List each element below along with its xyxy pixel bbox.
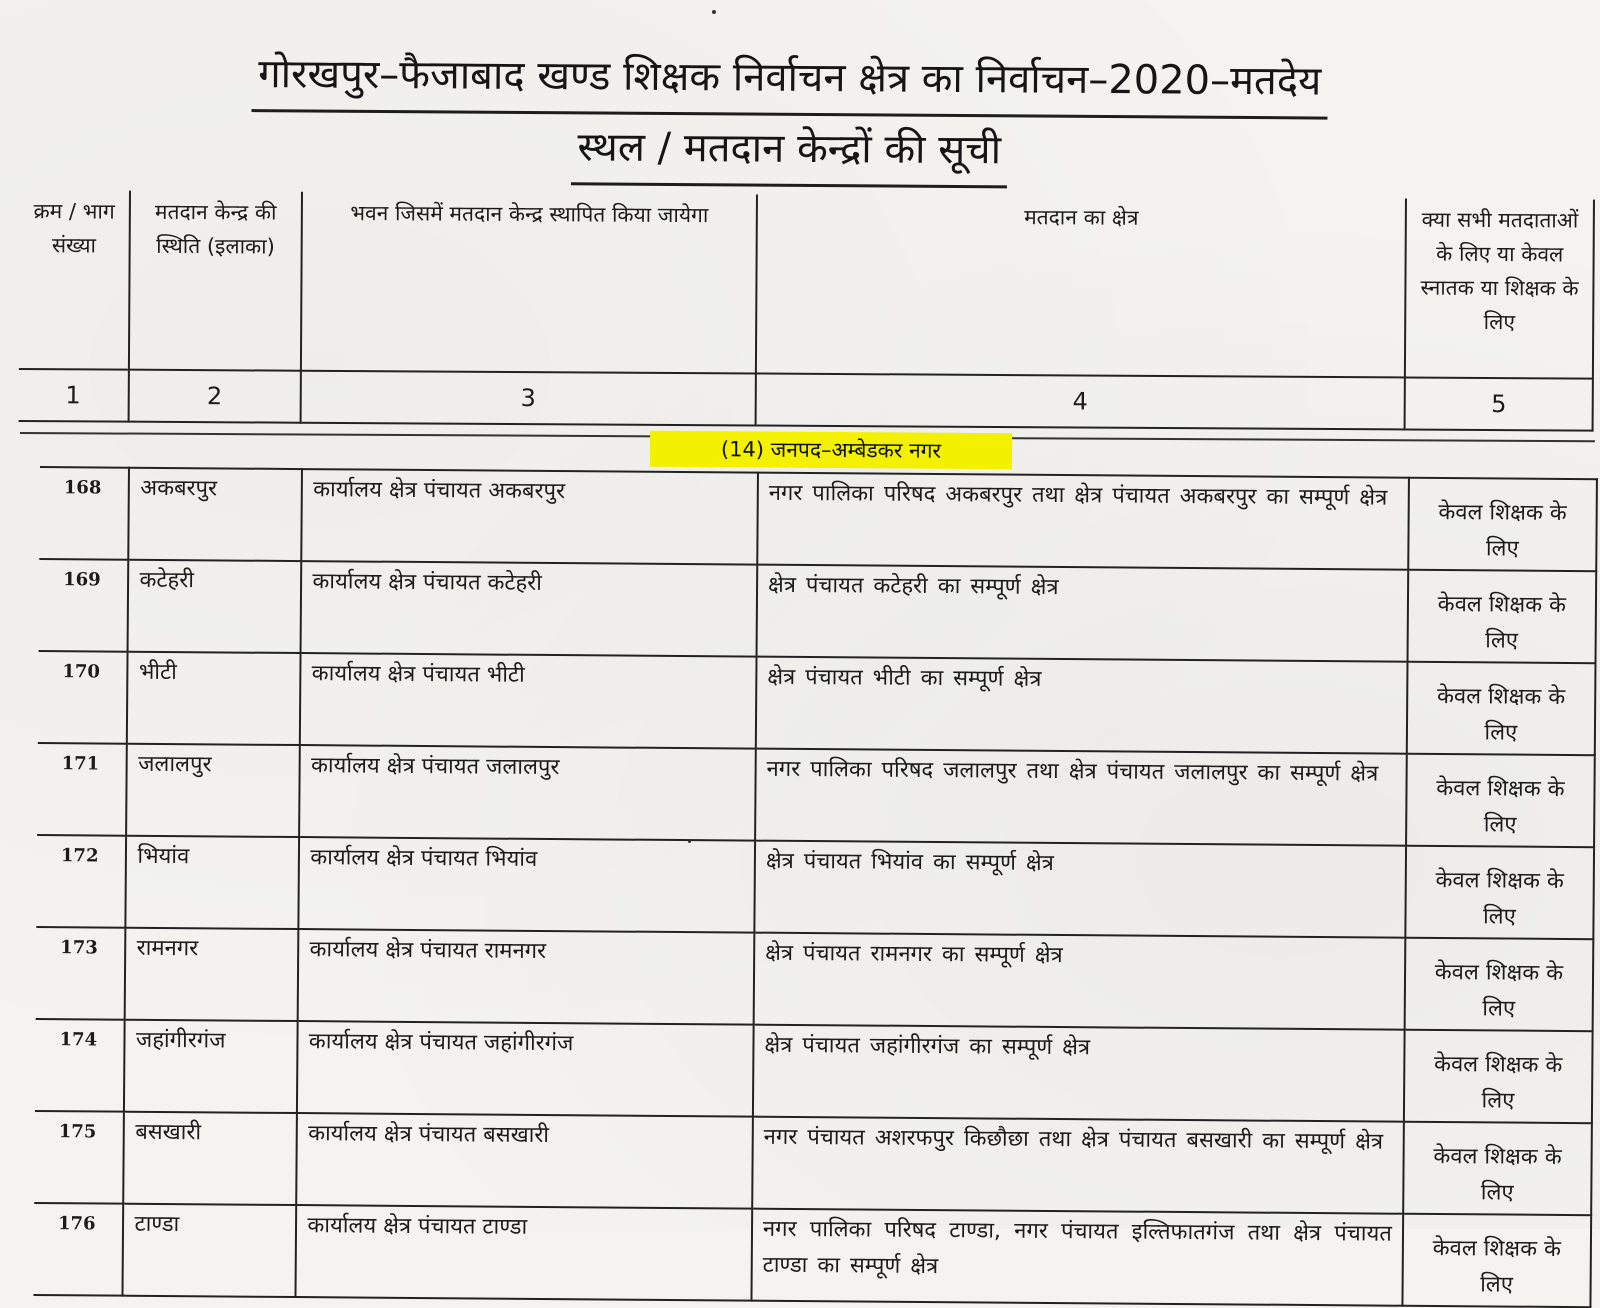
column-number: 2 — [128, 370, 301, 423]
table-row — [36, 835, 1594, 939]
table-row — [39, 559, 1597, 663]
polling-station-table — [33, 466, 1597, 1308]
voter-type-cell: केवल शिक्षक के लिए — [1404, 938, 1593, 1031]
voter-type-cell: केवल शिक्षक के लिए — [1406, 754, 1595, 847]
header-location: मतदान केन्द्र की स्थिति (इलाका) — [128, 191, 302, 371]
voter-type-cell: केवल शिक्षक के लिए — [1407, 662, 1596, 755]
serial-number-cell: 173 — [36, 927, 126, 1020]
title-line-2: स्थल / मतदान केन्द्रों की सूची — [571, 114, 1007, 188]
location-cell: अकबरपुर — [129, 468, 303, 561]
area-cell: नगर पंचायत अशरफपुर किछौछा तथा क्षेत्र पंचायत बसखारी का सम्पूर्ण क्षेत्र — [752, 1117, 1404, 1214]
voter-type-cell: केवल शिक्षक के लिए — [1407, 570, 1596, 663]
location-cell: कटेहरी — [128, 560, 302, 653]
voter-type-cell: केवल शिक्षक के लिए — [1404, 1030, 1593, 1123]
table-row — [39, 467, 1597, 571]
header-serial: क्रम / भाग संख्या — [19, 190, 130, 370]
table-row — [34, 1111, 1592, 1215]
location-cell: बसखारी — [124, 1112, 298, 1205]
serial-number-cell: 168 — [39, 467, 129, 560]
location-cell: भियांव — [126, 836, 300, 929]
area-cell: क्षेत्र पंचायत भीटी का सम्पूर्ण क्षेत्र — [756, 657, 1408, 754]
district-heading — [650, 431, 1012, 470]
table-row — [33, 1203, 1591, 1307]
area-cell: क्षेत्र पंचायत जहांगीरगंज का सम्पूर्ण क्षेत्र — [753, 1025, 1405, 1122]
area-cell: क्षेत्र पंचायत कटेहरी का सम्पूर्ण क्षेत्र — [756, 565, 1408, 662]
voter-type-cell: केवल शिक्षक के लिए — [1408, 478, 1597, 571]
serial-number-cell: 170 — [38, 651, 128, 744]
location-cell: रामनगर — [125, 928, 299, 1021]
building-cell: कार्यालय क्षेत्र पंचायत जलालपुर — [299, 745, 755, 841]
location-cell: जहांगीरगंज — [124, 1020, 298, 1113]
building-cell: कार्यालय क्षेत्र पंचायत भीटी — [300, 653, 756, 749]
building-cell: कार्यालय क्षेत्र पंचायत बसखारी — [297, 1113, 753, 1209]
voter-type-cell: केवल शिक्षक के लिए — [1402, 1214, 1591, 1307]
table-row — [35, 1019, 1593, 1123]
scan-speck — [712, 10, 716, 14]
area-cell: नगर पालिका परिषद अकबरपुर तथा क्षेत्र पंचायत अकबरपुर का सम्पूर्ण क्षेत्र — [757, 473, 1409, 570]
column-number-row — [19, 369, 1593, 431]
building-cell: कार्यालय क्षेत्र पंचायत टाण्डा — [296, 1205, 752, 1301]
serial-number-cell: 169 — [39, 559, 129, 652]
building-cell: कार्यालय क्षेत्र पंचायत कटेहरी — [301, 561, 757, 657]
column-number: 4 — [755, 373, 1405, 429]
column-number: 1 — [19, 369, 129, 422]
document-title — [99, 40, 1480, 192]
voter-type-cell: केवल शिक्षक के लिए — [1403, 1122, 1592, 1215]
table-row — [38, 651, 1596, 755]
building-cell: कार्यालय क्षेत्र पंचायत रामनगर — [298, 929, 754, 1025]
location-cell: जलालपुर — [127, 744, 301, 837]
location-cell: भीटी — [127, 652, 301, 745]
table-row — [36, 927, 1594, 1031]
serial-number-cell: 174 — [35, 1019, 125, 1112]
header-voter-type: क्या सभी मतदाताओं के लिए या केवल स्नातक या शिक्षक के लिए — [1405, 198, 1594, 378]
district-heading-text: (14) जनपद–अम्बेडकर नगर — [720, 437, 942, 463]
area-cell: क्षेत्र पंचायत रामनगर का सम्पूर्ण क्षेत्र — [754, 933, 1406, 1030]
serial-number-cell: 171 — [37, 743, 127, 836]
table-header — [19, 190, 1595, 432]
header-row — [19, 190, 1594, 379]
area-cell: क्षेत्र पंचायत भियांव का सम्पूर्ण क्षेत्र — [754, 841, 1406, 938]
area-cell: नगर पालिका परिषद जलालपुर तथा क्षेत्र पंचायत जलालपुर का सम्पूर्ण क्षेत्र — [755, 749, 1407, 846]
serial-number-cell: 176 — [33, 1203, 123, 1296]
header-building: भवन जिसमें मतदान केन्द्र स्थापित किया जायेगा — [301, 192, 757, 374]
location-cell: टाण्डा — [123, 1204, 297, 1297]
building-cell: कार्यालय क्षेत्र पंचायत अकबरपुर — [302, 469, 758, 565]
title-line-1: गोरखपुर–फैजाबाद खण्ड शिक्षक निर्वाचन क्षेत्र का निर्वाचन–2020–मतदेय — [252, 41, 1328, 120]
voter-type-cell: केवल शिक्षक के लिए — [1405, 846, 1594, 939]
column-number: 3 — [301, 371, 756, 426]
building-cell: कार्यालय क्षेत्र पंचायत जहांगीरगंज — [297, 1021, 753, 1117]
building-cell: कार्यालय क्षेत्र पंचायत भियांव — [299, 837, 755, 933]
header-area: मतदान का क्षेत्र — [756, 195, 1407, 378]
serial-number-cell: 172 — [36, 835, 126, 928]
scan-speck — [688, 840, 691, 843]
area-cell: नगर पालिका परिषद टाण्डा, नगर पंचायत इल्तिफातगंज तथा क्षेत्र पंचायत टाण्डा का सम्पूर्ण क्षेत्र — [751, 1209, 1403, 1306]
table-row — [37, 743, 1595, 847]
column-number: 5 — [1405, 377, 1593, 430]
serial-number-cell: 175 — [34, 1111, 124, 1204]
